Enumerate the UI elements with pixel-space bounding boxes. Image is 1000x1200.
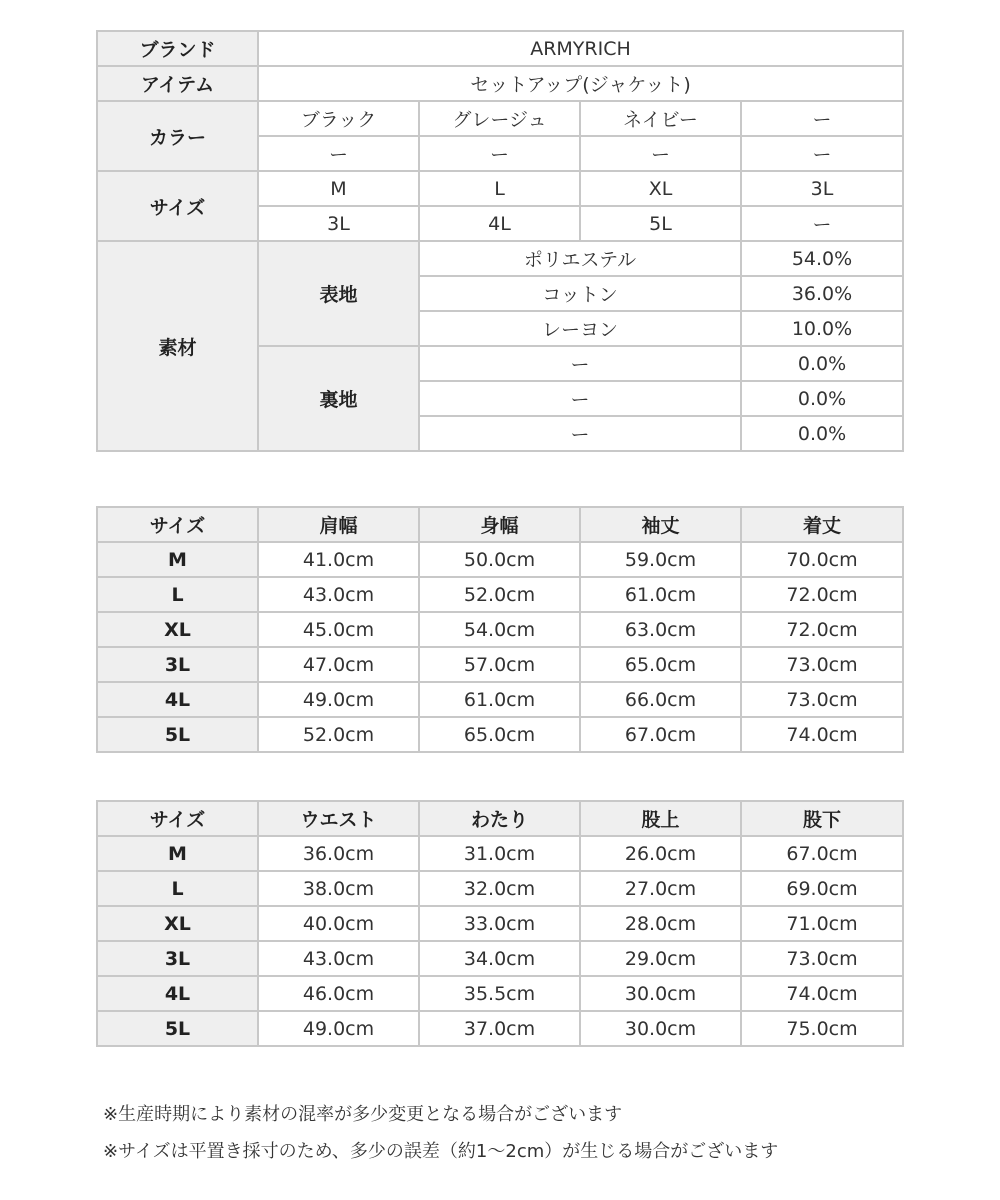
color-value: ー	[419, 136, 580, 171]
table-cell: 33.0cm	[419, 906, 580, 941]
column-header: 袖丈	[580, 507, 741, 542]
table-cell: 40.0cm	[258, 906, 419, 941]
color-value: ネイビー	[580, 101, 741, 136]
material-percent: 0.0%	[741, 416, 903, 451]
lining-label: 裏地	[258, 346, 419, 451]
material-percent: 10.0%	[741, 311, 903, 346]
color-value: ー	[741, 136, 903, 171]
size-value: M	[258, 171, 419, 206]
size-value: 5L	[580, 206, 741, 241]
table-cell: 38.0cm	[258, 871, 419, 906]
pants-size-table	[96, 800, 904, 1047]
table-row	[97, 836, 903, 871]
table-cell: 73.0cm	[741, 647, 903, 682]
table-cell: 72.0cm	[741, 577, 903, 612]
color-row	[97, 101, 903, 136]
size-label: サイズ	[97, 171, 258, 241]
table-cell: 65.0cm	[580, 647, 741, 682]
size-value: 3L	[741, 171, 903, 206]
column-header: ウエスト	[258, 801, 419, 836]
table-row	[97, 542, 903, 577]
product-info-table	[96, 30, 904, 452]
color-value: ブラック	[258, 101, 419, 136]
footnotes	[103, 1096, 778, 1170]
size-value: XL	[580, 171, 741, 206]
table-cell: 67.0cm	[580, 717, 741, 752]
color-label: カラー	[97, 101, 258, 171]
table-cell: 43.0cm	[258, 577, 419, 612]
material-name: レーヨン	[419, 311, 741, 346]
table-cell: 61.0cm	[580, 577, 741, 612]
table-cell: 29.0cm	[580, 941, 741, 976]
table-cell: 74.0cm	[741, 717, 903, 752]
column-header: サイズ	[97, 507, 258, 542]
table-cell: 75.0cm	[741, 1011, 903, 1046]
material-name: コットン	[419, 276, 741, 311]
table-cell: 63.0cm	[580, 612, 741, 647]
table-cell: 35.5cm	[419, 976, 580, 1011]
table-cell: 73.0cm	[741, 682, 903, 717]
column-header: 着丈	[741, 507, 903, 542]
footnote: ※サイズは平置き採寸のため、多少の誤差（約1～2cm）が生じる場合がございます	[103, 1141, 779, 1162]
material-label: 素材	[97, 241, 258, 451]
brand-value: ARMYRICH	[258, 31, 903, 66]
table-cell: 54.0cm	[419, 612, 580, 647]
row-size-label: 4L	[97, 682, 258, 717]
material-name: ポリエステル	[419, 241, 741, 276]
table-cell: 73.0cm	[741, 941, 903, 976]
size-value: 3L	[258, 206, 419, 241]
column-header: 身幅	[419, 507, 580, 542]
table-cell: 69.0cm	[741, 871, 903, 906]
material-percent: 54.0%	[741, 241, 903, 276]
item-value: セットアップ(ジャケット)	[258, 66, 903, 101]
size-row	[97, 171, 903, 206]
brand-label: ブランド	[97, 31, 258, 66]
column-header: わたり	[419, 801, 580, 836]
table-cell: 32.0cm	[419, 871, 580, 906]
table-row	[97, 906, 903, 941]
table-cell: 66.0cm	[580, 682, 741, 717]
table-header-row	[97, 801, 903, 836]
size-value: 4L	[419, 206, 580, 241]
color-value: ー	[580, 136, 741, 171]
table-row	[97, 976, 903, 1011]
row-size-label: L	[97, 577, 258, 612]
table-row	[97, 717, 903, 752]
row-size-label: XL	[97, 906, 258, 941]
outer-fabric-label: 表地	[258, 241, 419, 346]
column-header: サイズ	[97, 801, 258, 836]
item-row	[97, 66, 903, 101]
table-cell: 57.0cm	[419, 647, 580, 682]
color-value: グレージュ	[419, 101, 580, 136]
table-row	[97, 682, 903, 717]
table-cell: 41.0cm	[258, 542, 419, 577]
table-row	[97, 612, 903, 647]
material-percent: 36.0%	[741, 276, 903, 311]
color-value: ー	[741, 101, 903, 136]
row-size-label: M	[97, 542, 258, 577]
table-cell: 61.0cm	[419, 682, 580, 717]
item-label: アイテム	[97, 66, 258, 101]
table-cell: 67.0cm	[741, 836, 903, 871]
table-row	[97, 941, 903, 976]
table-cell: 52.0cm	[419, 577, 580, 612]
material-name: ー	[419, 346, 741, 381]
jacket-size-table	[96, 506, 904, 753]
size-value: L	[419, 171, 580, 206]
material-name: ー	[419, 416, 741, 451]
material-percent: 0.0%	[741, 346, 903, 381]
brand-row	[97, 31, 903, 66]
row-size-label: 3L	[97, 941, 258, 976]
color-value: ー	[258, 136, 419, 171]
table-cell: 36.0cm	[258, 836, 419, 871]
column-header: 股下	[741, 801, 903, 836]
table-cell: 49.0cm	[258, 682, 419, 717]
material-row	[97, 241, 903, 276]
row-size-label: L	[97, 871, 258, 906]
material-name: ー	[419, 381, 741, 416]
table-cell: 71.0cm	[741, 906, 903, 941]
table-cell: 47.0cm	[258, 647, 419, 682]
material-percent: 0.0%	[741, 381, 903, 416]
row-size-label: XL	[97, 612, 258, 647]
table-cell: 59.0cm	[580, 542, 741, 577]
row-size-label: 5L	[97, 717, 258, 752]
table-cell: 49.0cm	[258, 1011, 419, 1046]
table-cell: 50.0cm	[419, 542, 580, 577]
table-row	[97, 1011, 903, 1046]
table-cell: 74.0cm	[741, 976, 903, 1011]
row-size-label: M	[97, 836, 258, 871]
table-cell: 45.0cm	[258, 612, 419, 647]
row-size-label: 4L	[97, 976, 258, 1011]
row-size-label: 3L	[97, 647, 258, 682]
table-row	[97, 647, 903, 682]
table-cell: 46.0cm	[258, 976, 419, 1011]
table-row	[97, 871, 903, 906]
table-cell: 30.0cm	[580, 976, 741, 1011]
table-cell: 31.0cm	[419, 836, 580, 871]
table-cell: 43.0cm	[258, 941, 419, 976]
table-cell: 37.0cm	[419, 1011, 580, 1046]
footnote: ※生産時期により素材の混率が多少変更となる場合がございます	[103, 1104, 623, 1125]
table-row	[97, 577, 903, 612]
table-cell: 70.0cm	[741, 542, 903, 577]
column-header: 股上	[580, 801, 741, 836]
size-value: ー	[741, 206, 903, 241]
row-size-label: 5L	[97, 1011, 258, 1046]
table-cell: 52.0cm	[258, 717, 419, 752]
table-cell: 72.0cm	[741, 612, 903, 647]
table-cell: 28.0cm	[580, 906, 741, 941]
table-header-row	[97, 507, 903, 542]
table-cell: 30.0cm	[580, 1011, 741, 1046]
table-cell: 34.0cm	[419, 941, 580, 976]
table-cell: 27.0cm	[580, 871, 741, 906]
table-cell: 65.0cm	[419, 717, 580, 752]
table-cell: 26.0cm	[580, 836, 741, 871]
column-header: 肩幅	[258, 507, 419, 542]
